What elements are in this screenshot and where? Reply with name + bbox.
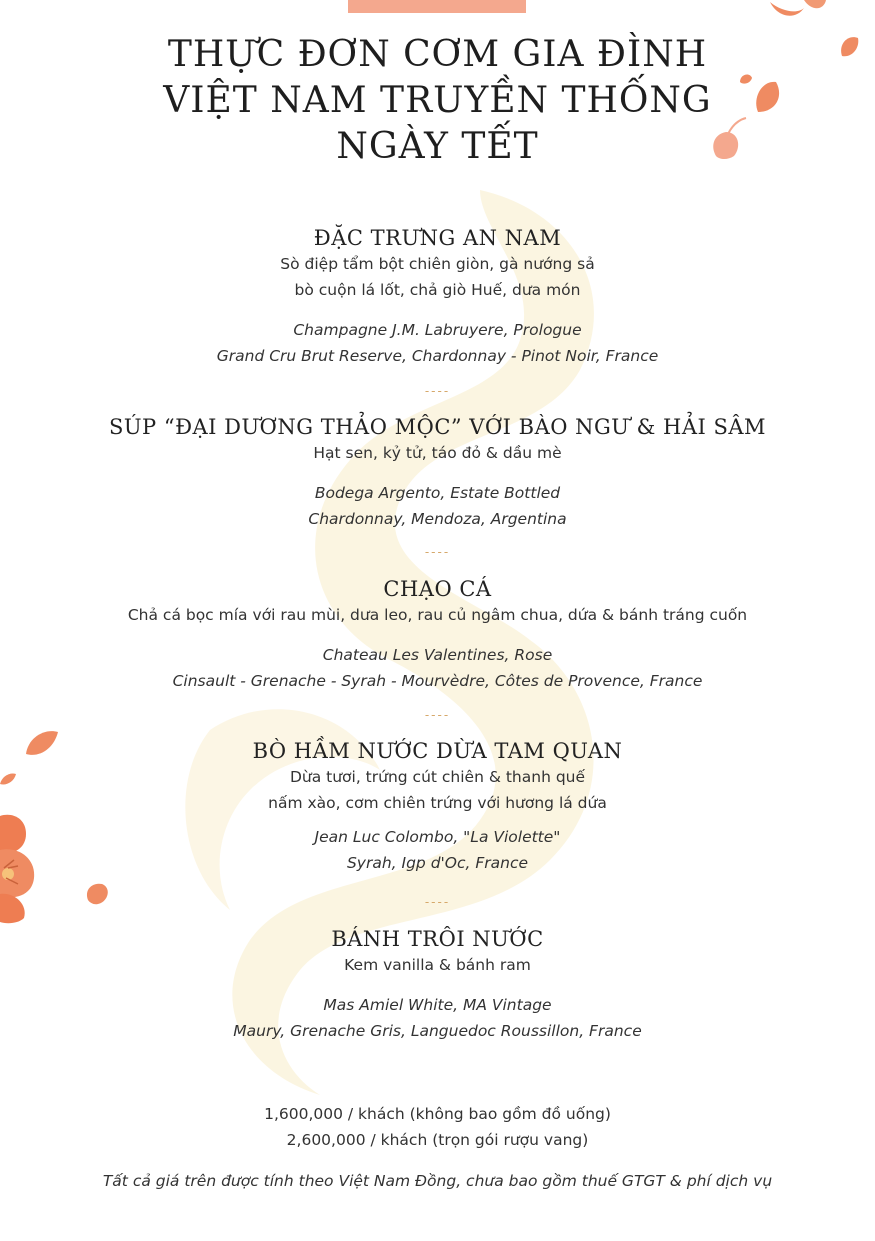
course-name: SÚP “ĐẠI DƯƠNG THẢO MỘC” VỚI BÀO NGƯ & HẢI SÂM bbox=[108, 415, 767, 439]
course-description: Sò điệp tẩm bột chiên giòn, gà nướng sả bbox=[280, 255, 595, 273]
wine-line: Chardonnay, Mendoza, Argentina bbox=[308, 510, 567, 528]
course-description: bò cuộn lá lốt, chả giò Huế, dưa món bbox=[294, 281, 581, 299]
divider: ---- bbox=[424, 895, 451, 909]
footnote: Tất cả giá trên được tính theo Việt Nam Đồng, chưa bao gồm thuế GTGT & phí dịch vụ bbox=[102, 1172, 773, 1190]
price-line: 1,600,000 / khách (không bao gồm đồ uống) bbox=[264, 1105, 611, 1123]
course-name: BÁNH TRÔI NƯỚC bbox=[331, 927, 544, 951]
wine-line: Champagne J.M. Labruyere, Prologue bbox=[293, 321, 582, 339]
menu-title bbox=[0, 32, 875, 170]
petal-icon bbox=[768, 0, 828, 22]
divider: ---- bbox=[424, 708, 451, 722]
course-description: Kem vanilla & bánh ram bbox=[344, 956, 531, 974]
course-description: Dừa tươi, trứng cút chiên & thanh quế bbox=[289, 768, 586, 786]
price-list bbox=[0, 1101, 875, 1153]
wine-pairing bbox=[0, 824, 875, 876]
course-1 bbox=[0, 225, 875, 369]
wine-pairing bbox=[0, 642, 875, 694]
price-line: 2,600,000 / khách (trọn gói rượu vang) bbox=[286, 1131, 589, 1149]
course-description: Hạt sen, kỷ tử, táo đỏ & dầu mè bbox=[313, 444, 562, 462]
divider: ---- bbox=[424, 384, 451, 398]
course-5 bbox=[0, 926, 875, 1044]
wine-line: Mas Amiel White, MA Vintage bbox=[323, 996, 552, 1014]
title-line-3: NGÀY TẾT bbox=[336, 126, 539, 167]
title-line-2: VIỆT NAM TRUYỀN THỐNG bbox=[163, 80, 712, 121]
wine-line: Bodega Argento, Estate Bottled bbox=[314, 484, 561, 502]
divider: ---- bbox=[424, 545, 451, 559]
course-description: Chả cá bọc mía với rau mùi, dưa leo, rau củ ngâm chua, dứa & bánh tráng cuốn bbox=[127, 606, 748, 624]
course-name: BÒ HẦM NƯỚC DỪA TAM QUAN bbox=[252, 739, 623, 763]
course-description: nấm xào, cơm chiên trứng với hương lá dứa bbox=[268, 794, 607, 812]
wine-pairing bbox=[0, 317, 875, 369]
course-name: CHẠO CÁ bbox=[383, 577, 492, 601]
top-accent-tab bbox=[348, 0, 526, 13]
course-4 bbox=[0, 738, 875, 876]
wine-line: Grand Cru Brut Reserve, Chardonnay - Pinot Noir, France bbox=[216, 347, 659, 365]
wine-line: Chateau Les Valentines, Rose bbox=[322, 646, 553, 664]
wine-line: Cinsault - Grenache - Syrah - Mourvèdre, Côtes de Provence, France bbox=[172, 672, 703, 690]
wine-line: Maury, Grenache Gris, Languedoc Roussillon, France bbox=[233, 1022, 642, 1040]
wine-line: Jean Luc Colombo, "La Violette" bbox=[314, 828, 561, 846]
wine-line: Syrah, Igp d'Oc, France bbox=[346, 854, 529, 872]
course-2 bbox=[0, 414, 875, 532]
title-line-1: THỰC ĐƠN CƠM GIA ĐÌNH bbox=[167, 34, 708, 75]
wine-pairing bbox=[0, 480, 875, 532]
course-3 bbox=[0, 576, 875, 694]
wine-pairing bbox=[0, 992, 875, 1044]
course-name: ĐẶC TRƯNG AN NAM bbox=[313, 226, 562, 250]
